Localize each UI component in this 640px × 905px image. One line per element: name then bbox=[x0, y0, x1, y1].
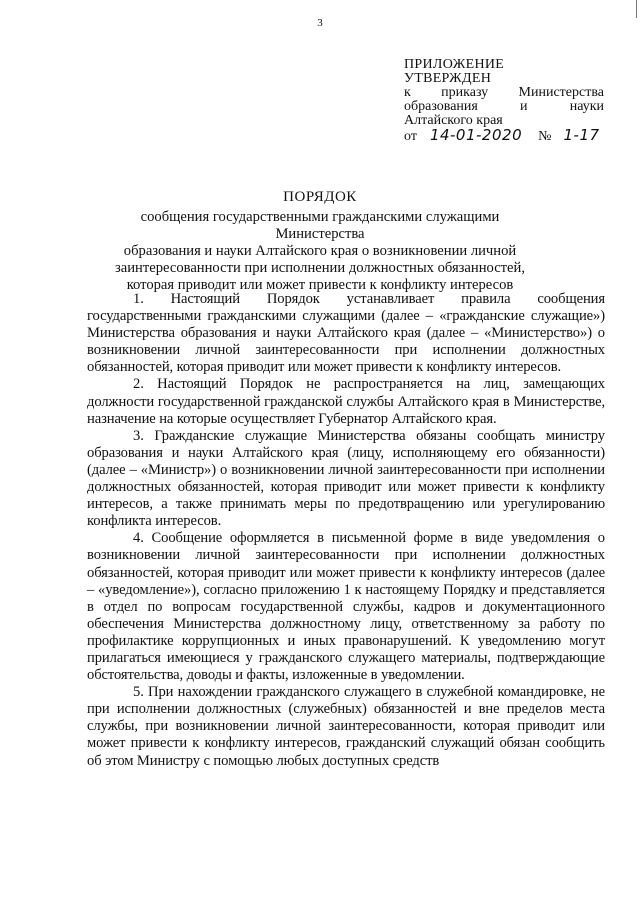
number-sign: № bbox=[538, 129, 552, 144]
page-number: 3 bbox=[317, 17, 323, 29]
approval-line-3: Алтайского края bbox=[404, 113, 503, 128]
approval-word: образования bbox=[404, 99, 478, 114]
subtitle-line: которая приводит или может привести к конфликту интересов bbox=[126, 277, 514, 293]
approval-line-1 bbox=[404, 86, 604, 100]
approval-line-2 bbox=[404, 100, 604, 114]
subtitle-line: образования и науки Алтайского края о возникновении личной bbox=[123, 243, 517, 259]
subtitle-line: заинтересованности при исполнении должностных обязанностей, bbox=[115, 260, 525, 276]
document-subtitle bbox=[110, 209, 530, 294]
paragraph-2: 2. Настоящий Порядок не распространяется на лиц, замещающих должности государственной гражданской службы Алтайского края в Министерстве, назначение на которые осуществляет Губернатор Алтайского края. bbox=[87, 376, 605, 427]
from-label: от bbox=[404, 129, 417, 144]
handwritten-date: 14-01-2020 bbox=[429, 126, 523, 144]
approval-word: приказу bbox=[441, 85, 489, 100]
handwritten-order-number: 1-17 bbox=[563, 126, 600, 144]
paragraph-5: 5. При нахождении гражданского служащего в служебной командировке, не при исполнении должностных (служебных) обязанностей и вне пределов места службы, при возникновении личной заинтересованности, которая приводит или может привести к конфликту интересов, гражданский служащий обязан сообщить об этом Министру с помощью любых доступных средств bbox=[87, 684, 605, 769]
document-body bbox=[87, 291, 605, 770]
approval-stamp-block bbox=[404, 58, 604, 144]
approval-word: и bbox=[520, 99, 528, 114]
approval-word: Министерства bbox=[518, 85, 604, 100]
document-title: ПОРЯДОК bbox=[283, 189, 357, 205]
approval-word: к bbox=[404, 85, 411, 100]
appendix-label: ПРИЛОЖЕНИЕ bbox=[404, 57, 505, 72]
scan-edge-mark bbox=[636, 0, 637, 18]
paragraph-1: 1. Настоящий Порядок устанавливает правила сообщения государственными гражданскими служащими (далее – «гражданские служащие») Министерства образования и науки Алтайского края (далее – «Министерство») о возникновении личной заинтересованности при исполнении должностных обязанностей, которая приводит или может привести к конфликту интересов. bbox=[87, 291, 605, 376]
paragraph-3: 3. Гражданские служащие Министерства обязаны сообщать министру образования и науки Алтайского края (лицу, исполняющему его обязанности) (далее – «Министр») о возникновении личной заинтересованности при исполнении должностных обязанностей, которая приводит или может привести к конфликту интересов, а также принимать меры по предотвращению или урегулированию конфликта интересов. bbox=[87, 427, 605, 530]
approval-word: науки bbox=[569, 99, 604, 114]
order-date-number-line bbox=[404, 128, 604, 144]
paragraph-4: 4. Сообщение оформляется в письменной форме в виде уведомления о возникновении личной заинтересованности при исполнении должностных обязанностей, которая приводит или может привести к конфликту интересов (далее – «уведомление»), согласно приложению 1 к настоящему Порядку и представляется в отдел по вопросам государственной службы, кадров и документационного обеспечения Министерства должностному лицу, ответственному за работу по профилактике коррупционных и иных правонарушений. К уведомлению могут прилагаться имеющиеся у гражданского служащего материалы, подтверждающие обстоятельства, доводы и факты, изложенные в уведомлении. bbox=[87, 530, 605, 684]
approved-label: УТВЕРЖДЕН bbox=[404, 71, 492, 86]
subtitle-line: сообщения государственными гражданскими служащими Министерства bbox=[140, 209, 500, 242]
